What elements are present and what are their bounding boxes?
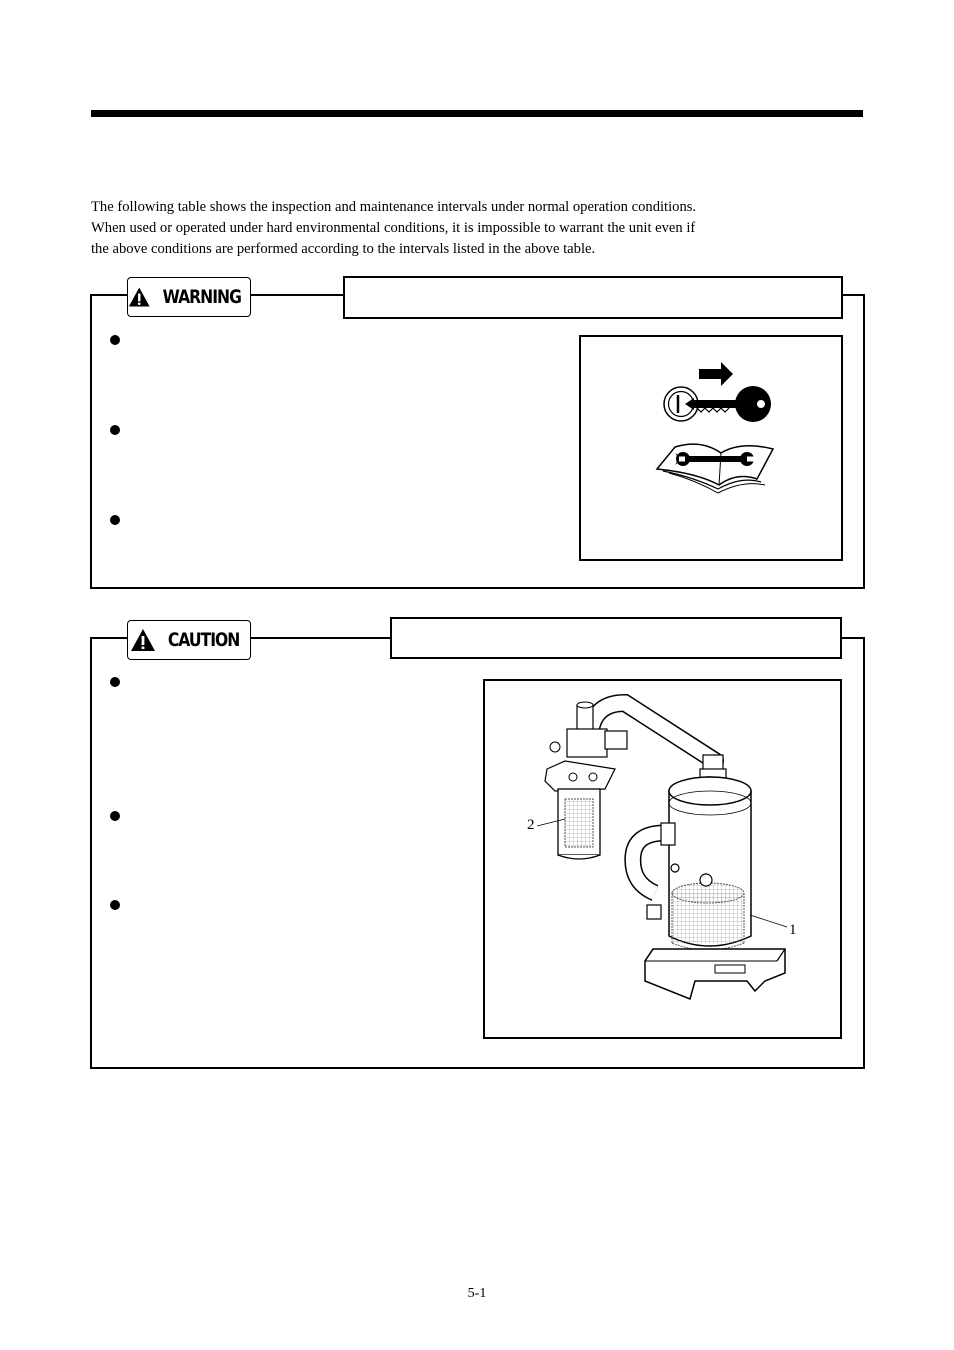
warning-illustration — [581, 337, 841, 559]
warning-title-box — [343, 276, 843, 319]
top-rule — [91, 110, 863, 117]
warning-bullet-2 — [110, 425, 120, 435]
key-off-icon — [664, 362, 771, 422]
caution-illustration-box — [483, 679, 842, 1039]
warning-bullet-1 — [110, 335, 120, 345]
callout-2: 2 — [527, 817, 535, 833]
warning-illustration-box — [579, 335, 843, 561]
caution-bullet-3 — [110, 900, 120, 910]
callout-1: 1 — [789, 922, 797, 938]
warning-label-text: WARNING — [163, 286, 242, 308]
warning-bullet-3 — [110, 515, 120, 525]
caution-label-text: CAUTION — [168, 629, 240, 651]
caution-bullet-1 — [110, 677, 120, 687]
compressor-accumulator-diagram — [485, 681, 840, 1037]
caution-title-box — [390, 617, 842, 659]
warning-triangle-icon — [130, 628, 156, 652]
caution-label — [127, 620, 251, 660]
intro-line-3: the above conditions are performed according to the intervals listed in the above table. — [91, 241, 596, 257]
caution-connector — [250, 637, 392, 638]
service-manual-icon — [657, 444, 773, 493]
warning-label — [127, 277, 251, 317]
intro-paragraph — [91, 197, 867, 260]
page-number: 5-1 — [467, 1286, 487, 1301]
intro-line-2: When used or operated under hard environmental conditions, it is impossible to warrant the unit even if — [91, 220, 696, 236]
warning-triangle-icon — [128, 285, 150, 309]
intro-line-1: The following table shows the inspection and maintenance intervals under normal operation conditions. — [91, 199, 697, 215]
caution-bullet-2 — [110, 811, 120, 821]
warning-connector — [250, 294, 345, 295]
